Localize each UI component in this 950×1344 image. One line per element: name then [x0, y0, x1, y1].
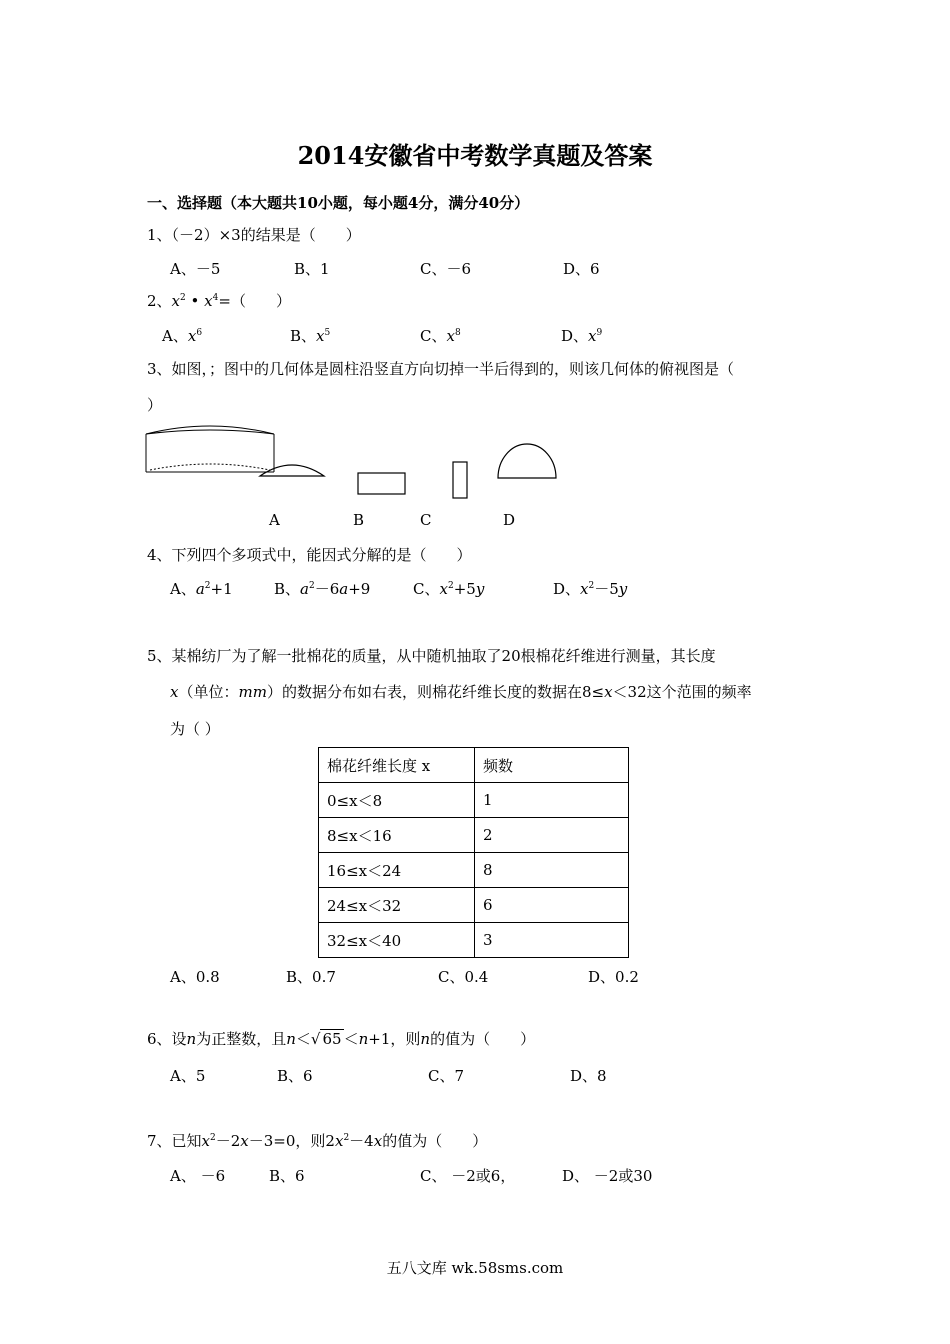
table-row	[319, 888, 629, 923]
question-7-stem: 7、已知$x^2-2x-3=0$，则$2x^2-4x$的值为（ ）	[147, 1132, 488, 1150]
option-d-figure	[498, 444, 556, 478]
q6-option-b: B、6	[277, 1067, 313, 1085]
option-c-figure	[453, 462, 467, 498]
option-a-figure	[260, 465, 324, 476]
question-5-line2: x（单位：mm）的数据分布如右表，则棉花纤维长度的数据在8≤x＜32这个范围的频率	[170, 683, 752, 701]
table-cell: 1	[475, 783, 629, 818]
table-cell: 32≤x＜40	[319, 923, 475, 958]
q1-option-c: C、－6	[420, 260, 472, 278]
table-cell: 0≤x＜8	[319, 783, 475, 818]
q3-figures	[140, 420, 570, 505]
table-cell: 3	[475, 923, 629, 958]
sqrt-symbol: √ 65	[310, 1030, 342, 1048]
table-header-cell: 棉花纤维长度 x	[319, 748, 475, 783]
table-cell: 6	[475, 888, 629, 923]
table-cell: 2	[475, 818, 629, 853]
q3-label-d: D	[503, 511, 516, 529]
question-3-stem-line2: ）	[147, 396, 163, 414]
half-cylinder-figure	[146, 426, 274, 472]
table-header-row	[319, 748, 629, 783]
table-header-cell: 频数	[475, 748, 629, 783]
question-4-stem: 4、下列四个多项式中，能因式分解的是（ ）	[147, 546, 472, 564]
q5-option-b: B、0.7	[286, 968, 336, 986]
table-cell: 8≤x＜16	[319, 818, 475, 853]
q7-option-a: A、 －6	[170, 1167, 226, 1185]
q1-option-d: D、6	[563, 260, 600, 278]
q4-option-d: D、$x^2-5y$	[553, 580, 628, 598]
q5-option-c: C、0.4	[438, 968, 489, 986]
q3-label-c: C	[420, 511, 432, 529]
q2-option-d: D、$x^9$	[561, 327, 603, 345]
q4-option-c: C、$x^2+5y$	[413, 580, 485, 598]
q3-label-b: B	[353, 511, 365, 529]
option-b-figure	[358, 473, 405, 494]
q6-option-d: D、8	[570, 1067, 607, 1085]
table-row	[319, 923, 629, 958]
question-5-line3: 为（ ）	[170, 720, 220, 738]
q2-option-a: A、$x^6$	[162, 327, 203, 345]
q1-option-b: B、1	[294, 260, 330, 278]
table-cell: 8	[475, 853, 629, 888]
frequency-table	[318, 747, 629, 958]
question-3-stem-line1: 3、如图，；图中的几何体是圆柱沿竖直方向切掉一半后得到的，则该几何体的俯视图是（	[147, 360, 735, 378]
q7-option-b: B、6	[269, 1167, 305, 1185]
q5-option-a: A、0.8	[170, 968, 220, 986]
q1-option-a: A、－5	[170, 260, 221, 278]
q3-label-a: A	[269, 511, 280, 529]
table-row	[319, 783, 629, 818]
question-1-stem: 1、（－2）×3的结果是（ ）	[147, 226, 361, 244]
q6-option-a: A、5	[170, 1067, 206, 1085]
q7-option-c: C、 －2或6，	[420, 1167, 516, 1185]
section-heading: 一、选择题（本大题共10小题，每小题4分，满分40分）	[147, 194, 530, 212]
q6-option-c: C、7	[428, 1067, 465, 1085]
question-2-stem: 2、$x^2$ • $x^4=$（ ）	[147, 292, 291, 310]
q2-option-b: B、$x^5$	[290, 327, 331, 345]
q5-option-d: D、0.2	[588, 968, 639, 986]
q2-option-c: C、$x^8$	[420, 327, 461, 345]
table-row	[319, 818, 629, 853]
question-6-stem: 6、设n为正整数，且n＜√ 65 ＜n+1，则n的值为（ ）	[147, 1030, 536, 1048]
q4-option-a: A、$a^2+1$	[170, 580, 233, 598]
q7-option-d: D、 －2或30	[562, 1167, 653, 1185]
question-5-line1: 5、某棉纺厂为了解一批棉花的质量，从中随机抽取了20根棉花纤维进行测量，其长度	[147, 647, 716, 665]
table-cell: 24≤x＜32	[319, 888, 475, 923]
table-row	[319, 853, 629, 888]
q4-option-b: B、$a^2-6a+9$	[274, 580, 371, 598]
page-title: 2014安徽省中考数学真题及答案	[297, 141, 653, 170]
table-cell: 16≤x＜24	[319, 853, 475, 888]
footer-source: 五八文库 wk.58sms.com	[386, 1259, 564, 1277]
